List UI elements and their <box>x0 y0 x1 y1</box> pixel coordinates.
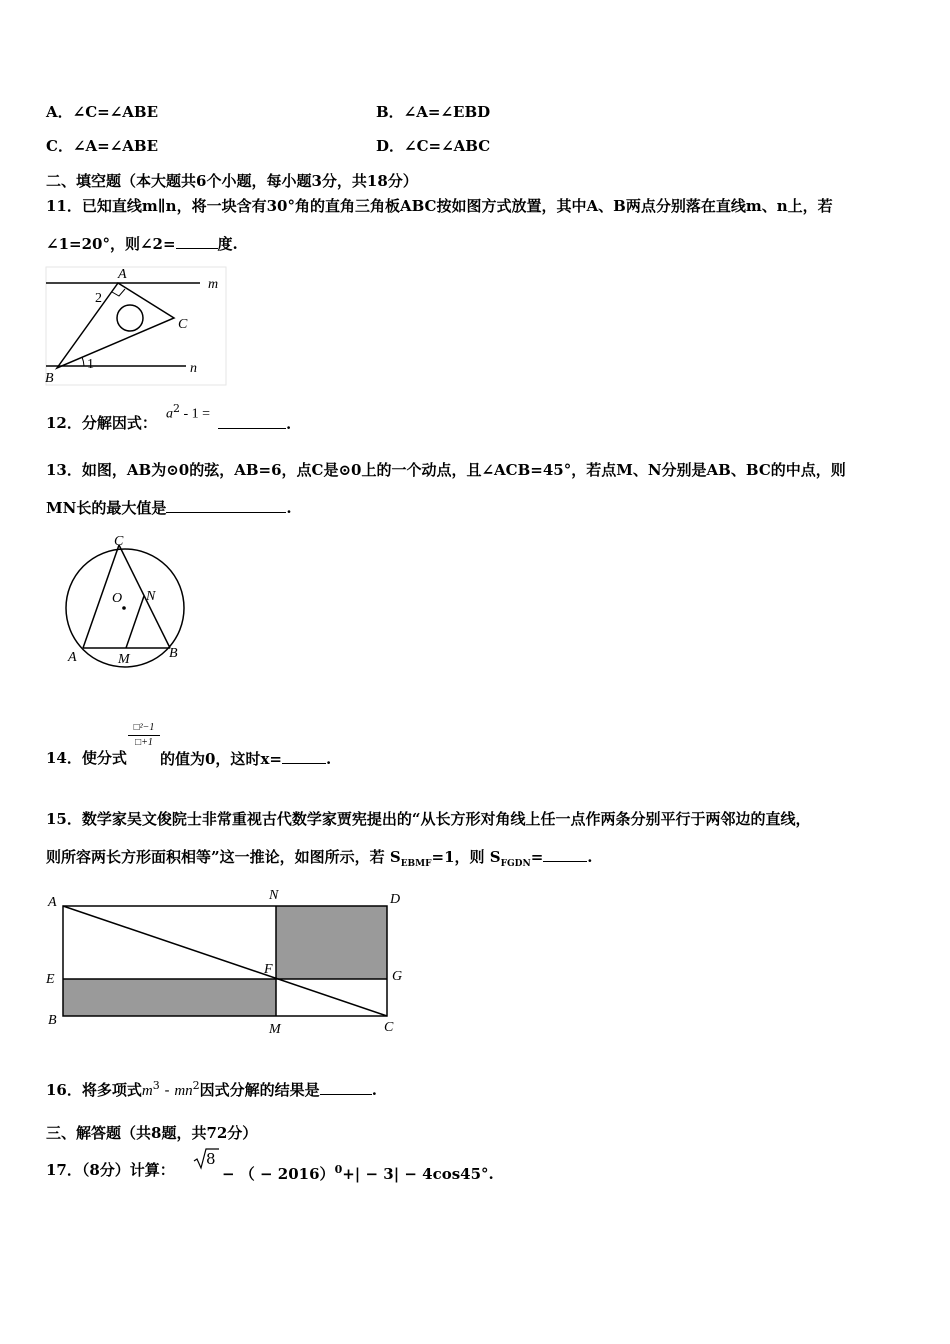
q11-label-2: 2 <box>95 291 102 306</box>
q13-label-b: B <box>169 646 178 661</box>
q16 <box>46 1077 377 1100</box>
q13-figure <box>60 530 190 670</box>
q17-exp0: 0 <box>334 1163 343 1176</box>
q14-fraction <box>128 722 160 749</box>
q15-label-a: A <box>48 895 57 910</box>
q17-rest <box>222 1161 494 1183</box>
q11-label-a: A <box>118 267 127 282</box>
q13-label-a: A <box>68 650 77 665</box>
q15-label-c: C <box>384 1020 394 1035</box>
q15-line2b: =1，则 S <box>431 848 501 866</box>
q11-figure <box>40 265 230 387</box>
q12-expr-base: a <box>166 406 173 422</box>
q14-fraction-bar <box>128 735 160 736</box>
q16-blank <box>320 1080 372 1095</box>
q11-line2a: ∠1=20°，则∠2= <box>46 235 176 253</box>
q15-label-d: D <box>390 892 401 907</box>
q12-answer <box>218 414 291 433</box>
q13-line1: 13．如图，AB为⊙0的弦，AB=6，点C是⊙0上的一个动点，且∠ACB=45°，若点M、N分别是AB、BC的中点，则 <box>46 461 846 479</box>
q15-sub1: EBMF <box>400 859 432 869</box>
q16-suffix-b: . <box>371 1081 377 1099</box>
q12-expression <box>166 400 210 424</box>
q17-rest-b: +| − 3| − 4cos45°. <box>342 1165 494 1183</box>
q12-expr-exp: 2 <box>173 402 180 415</box>
q15-blank <box>543 847 587 862</box>
q15-label-n: N <box>269 888 279 903</box>
q11-line2 <box>46 234 238 253</box>
option-b: B．∠A=∠EBD <box>376 103 491 121</box>
q15-line2c: = <box>530 848 544 866</box>
section-3-heading: 三、解答题（共8题，共72分） <box>46 1124 258 1142</box>
q15-figure <box>40 885 420 1035</box>
q14-denominator: □+1 <box>135 737 153 748</box>
q17-rest-a: − （ − 2016） <box>222 1165 335 1183</box>
q17-prefix: 17．（8分）计算： <box>46 1161 175 1179</box>
q15-line2d: . <box>587 848 593 866</box>
q13-label-m: M <box>118 652 130 667</box>
q13-line2b: . <box>286 499 292 517</box>
q14-numerator: □²−1 <box>133 722 155 733</box>
q14-suffix-a: 的值为0，这时x= <box>160 750 282 768</box>
q14-prefix: 14．使分式 <box>46 749 127 767</box>
q16-exp2: 2 <box>192 1079 200 1092</box>
q15-line2a: 则所容两长方形面积相等”这一推论，如图所示，若 S <box>46 848 401 866</box>
q14-blank <box>282 749 326 764</box>
q14-suffix-b: . <box>325 750 332 768</box>
q12 <box>46 414 157 432</box>
q16-prefix: 16．将多项式 <box>46 1081 142 1099</box>
q15-line1: 15．数学家吴文俊院士非常重视古代数学家贾宪提出的“从长方形对角线上任一点作两条分别平行于两邻边的直线， <box>46 810 811 828</box>
q11-label-n: n <box>190 361 197 376</box>
q13-line2 <box>46 498 292 517</box>
q12-suffix: . <box>286 415 292 433</box>
q12-prefix: 12．分解因式： <box>46 414 157 432</box>
q14-suffix <box>160 749 331 768</box>
q15-sub2: FGDN <box>500 859 531 869</box>
q12-blank <box>218 414 286 429</box>
q16-m: m <box>141 1083 153 1099</box>
q11-label-m: m <box>208 277 219 292</box>
q11-line2b: 度. <box>217 235 238 253</box>
q13-line2a: MN长的最大值是 <box>46 499 167 517</box>
q11-label-1: 1 <box>87 357 94 372</box>
option-c: C．∠A=∠ABE <box>46 137 159 155</box>
q13-label-n: N <box>146 589 156 604</box>
q11-label-c: C <box>178 317 188 332</box>
q16-minus: - <box>159 1081 175 1099</box>
q12-expr-rest: - 1 = <box>180 406 211 422</box>
q11-line1: 11．已知直线m∥n，将一块含有30°角的直角三角板ABC按如图方式放置，其中A、B两点分别落在直线m、n上，若 <box>46 197 833 215</box>
q15-line2 <box>46 847 593 873</box>
q11-blank <box>176 234 218 249</box>
section-2-heading: 二、填空题（本大题共6个小题，每小题3分，共18分） <box>46 172 418 190</box>
q16-suffix-a: 因式分解的结果是 <box>199 1081 320 1099</box>
option-a: A．∠C=∠ABE <box>46 103 159 121</box>
q17-radicand: 8 <box>206 1150 216 1168</box>
q15-label-g: G <box>392 969 403 984</box>
q13-label-o: O <box>112 591 123 606</box>
q15-label-e: E <box>46 972 55 987</box>
q11-label-b: B <box>45 371 54 386</box>
q15-label-f: F <box>264 962 273 977</box>
option-d: D．∠C=∠ABC <box>376 137 491 155</box>
q13-blank <box>166 498 286 513</box>
q13-label-c: C <box>114 534 124 549</box>
q16-mn: mn <box>174 1083 193 1099</box>
q15-label-m: M <box>269 1022 281 1037</box>
q16-exp3: 3 <box>152 1079 160 1092</box>
q15-label-b: B <box>48 1013 57 1028</box>
